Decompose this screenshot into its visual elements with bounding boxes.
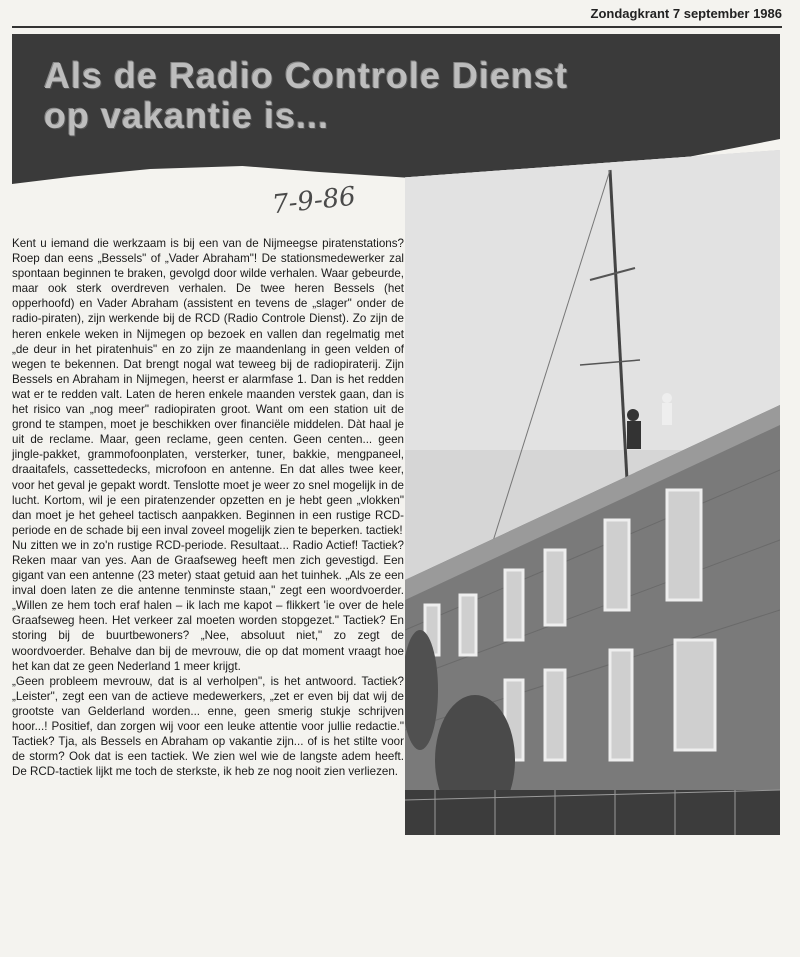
photo-antenna-house (405, 150, 780, 835)
header-rule (12, 26, 782, 28)
headline-line-2: op vakantie is... (44, 95, 330, 136)
article-paragraph: „Geen probleem mevrouw, dat is al verholpen", is het antwoord. Tactiek? „Leister", zegt een van de actieve medewerkers, „zet er even bij dat wij de grootste van Gelderland worden... enne, geen smerig stukje schrijven hoor...! Positief, dan zorgen wij voor een leuke attentie voor jullie redactie." Tactiek? Tja, als Bessels en Abraham op vakantie zijn... of is het stilte voor de storm? Ook dat is een tactiek. We zien wel wie de langste adem heeft. De RCD-tactiek lijkt me toch de sterkste, ik heb ze nog nooit zien verliezen. (12, 674, 404, 779)
masthead-date: Zondagkrant 7 september 1986 (590, 6, 782, 21)
photo-illustration (405, 150, 780, 835)
handwritten-date: 7-9-86 (270, 181, 358, 221)
article-paragraph: Nu zitten we in zo'n rustige RCD-periode. Resultaat... Radio Actief! Tactiek? Reken maar van yes. Aan de Graafseweg heeft men zich gevestigd. Een gigant van een antenne (23 meter) staat getuid aan het tuinhek. „Als ze een inval doen laten ze die antenne tenminste staan," zegt een woordvoerder. „Willen ze hem toch eraf halen – ik lach me kapot – flikkert 'ie over de hele Graafseweg heen. Het verkeer zal moeten worden stopgezet." Tactiek? En storing bij de buurtbewoners? „Nee, absoluut niet," zo zegt de woordvoerder. Behalve dan bij de mevrouw, die op dat moment vraagt hoe het kan dat ze geen Nederland 1 meer krijgt. (12, 538, 404, 673)
headline-line-1: Als de Radio Controle Dienst (44, 55, 569, 96)
headline (44, 56, 568, 136)
article-paragraph: Kent u iemand die werkzaam is bij een van de Nijmeegse piratenstations? Roep dan eens „Bessels" of „Vader Abraham"! De stationsmedewerker zal spontaan beginnen te braken, gevolgd door wilde verhalen. Waar gebeurde, maar ook sterk overdreven verhalen. De twee heren Bessels (het opperhoofd) en Vader Abraham (assistent en tevens de „slager" onder de radio-piraten), zijn werkende bij de RCD (Radio Controle Dienst). Zo zijn de heren enkele weken in Nijmegen op bezoek en vallen dan regelmatig met „de deur in het piratenhuis" en zo zijn ze maandenlang in geen velden of wegen te bekennen. Dat brengt nogal wat teweeg bij de radiopiraterij. Zijn Bessels en Abraham in Nijmegen, heerst er alarmfase 1. Dan is het redden wat er te redden valt. Laten de heren enkele maanden verstek gaan, dan is het risico van „nog meer" radiopiraten groot. Want om een station uit de grond te stampen, moet je beschikken over financiële middelen. Dàt haal je uit de reclame. Maar, geen reclame, geen centen. Geen centen... geen jingle-pakket, grammofoonplaten, versterker, tuner, bakkie, mengpaneel, draaitafels, cassettedecks, microfoon en antenne. En dat alles twee keer, voor het geval je gepakt wordt. Tenslotte moet je weer zo snel mogelijk in de lucht. Kortom, wil je een piratenzender opzetten en je hebt geen „vlokken" dan moet je het geheel tactisch aanpakken. Beginnen in een rustige RCD-periode en de schade bij een inval zoveel mogelijk zien te beperken. tactiek! (12, 237, 404, 537)
article-body (12, 236, 404, 779)
